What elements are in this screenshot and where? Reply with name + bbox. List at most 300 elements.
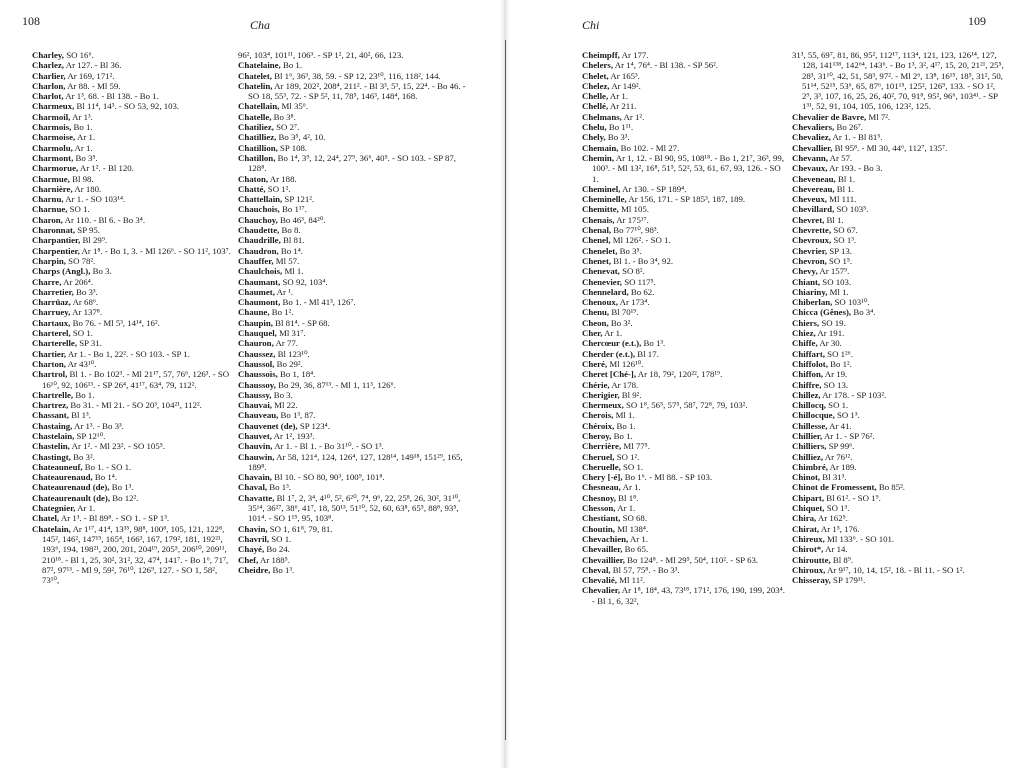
entry-headword: Chaval,	[238, 482, 268, 493]
index-entry	[238, 472, 470, 482]
running-head-left: Cha	[250, 18, 271, 32]
index-entry	[582, 338, 788, 348]
entry-references: SO 1.	[67, 204, 90, 215]
index-entry	[582, 452, 788, 462]
index-entry	[792, 235, 1006, 245]
index-entry	[238, 482, 470, 492]
index-entry	[32, 513, 232, 523]
index-entry	[238, 225, 470, 235]
entry-references: Ar 1, 12. - Bl 90, 95, 108¹⁸. - Bo 1, 21⁷, 36³, 99, 100³. - Ml 13², 16⁸, 51⁵, 52², 53, 61, 67, 93, 126. - SO 1.	[592, 152, 785, 184]
entry-references: SP 179¹¹.	[830, 575, 866, 586]
entry-references: Bo 85².	[876, 482, 905, 493]
entry-references: SO 1.	[70, 328, 93, 339]
entry-headword: Chatelaine,	[238, 60, 281, 71]
entry-headword: Chercœur (e.t.),	[582, 338, 642, 349]
entry-references: Bl 81.	[280, 235, 305, 246]
entry-headword: Chatellain,	[238, 101, 280, 112]
entry-references: Ar 191.	[815, 328, 845, 339]
index-entry	[582, 524, 788, 534]
index-entry	[582, 184, 788, 194]
index-entry	[792, 482, 1006, 492]
entry-headword: Chatel,	[32, 513, 60, 524]
entry-headword: Chesneau,	[582, 482, 621, 493]
entry-references: Bl 1.	[835, 173, 856, 184]
index-entry	[238, 318, 470, 328]
index-entry	[32, 60, 232, 70]
entry-headword: Chategnier,	[32, 503, 76, 514]
index-entry	[582, 565, 788, 575]
entry-references: Bo 3⁵, 4², 10.	[276, 132, 326, 143]
index-entry	[792, 575, 1006, 585]
entry-references: Bo 1².	[269, 307, 294, 318]
entry-headword: Charley,	[32, 50, 65, 60]
index-entry	[238, 215, 470, 225]
entry-references: Ml 57.	[273, 255, 300, 266]
entry-references: Ml 22.	[271, 400, 298, 411]
entry-references: Bl 17.	[635, 348, 659, 359]
entry-headword: Chaussois,	[238, 369, 278, 380]
index-entry	[792, 400, 1006, 410]
entry-references: Bl 1³.	[68, 410, 91, 421]
entry-headword: Chayé,	[238, 544, 265, 555]
index-entry	[32, 431, 232, 441]
entry-references: Ml 1.	[613, 410, 635, 421]
entry-references: SO 1.	[825, 400, 849, 411]
entry-headword: Choutin,	[582, 523, 616, 534]
entry-headword: Chevann,	[792, 152, 828, 163]
index-entry	[582, 81, 788, 91]
entry-headword: Chastelin,	[32, 441, 70, 452]
entry-headword: Chenevat,	[582, 266, 620, 277]
entry-headword: Chiberlan,	[792, 297, 833, 308]
index-entry	[32, 493, 232, 503]
index-entry	[238, 400, 470, 410]
index-entry	[582, 359, 788, 369]
index-entry	[792, 462, 1006, 472]
index-entry	[582, 287, 788, 297]
entry-references: Ar 156, 171. - SP 185³, 187, 189.	[626, 194, 746, 205]
entry-headword: Chartier,	[32, 348, 67, 359]
index-entry	[582, 318, 788, 328]
entry-headword: Chavain,	[238, 472, 272, 483]
index-entry	[238, 101, 470, 111]
entry-references: Bl 9².	[619, 389, 642, 400]
index-entry	[32, 503, 232, 513]
entry-references: Bl 81⁴. - SP 68.	[272, 317, 330, 328]
entry-headword: Chatelet,	[238, 70, 272, 81]
index-entry	[32, 410, 232, 420]
index-entry	[792, 163, 1006, 173]
entry-references: SP 123⁴.	[297, 420, 330, 431]
entry-references: Ar 1. - Bl 81⁵.	[830, 132, 883, 143]
entry-references: Ar 1. - Bl 1. - Bo 31¹⁰. - SO 1³.	[272, 441, 384, 452]
index-entry	[582, 462, 788, 472]
entry-references: Ar 1.	[75, 132, 96, 143]
entry-references: Bo 76. - Ml 5³, 14¹⁴, 16².	[70, 317, 160, 328]
index-entry	[32, 50, 232, 60]
entry-headword: Charrüaz,	[32, 297, 71, 308]
index-entry	[582, 204, 788, 214]
right-page	[510, 0, 1016, 768]
entry-references: 96², 103⁴, 101¹¹, 106³. - SP 1², 21, 40², 66, 123.	[238, 50, 404, 60]
entry-headword: Cherrière,	[582, 441, 622, 452]
entry-references: Ar 177.	[619, 50, 649, 60]
index-entry	[792, 441, 1006, 451]
entry-headword: Chery [-é],	[582, 472, 623, 483]
entry-headword: Chauveau,	[238, 410, 279, 421]
entry-headword: Chassant,	[32, 410, 69, 421]
entry-references: Ar 165³.	[608, 70, 640, 81]
index-entry	[238, 246, 470, 256]
entry-references: Bl 98.	[69, 173, 94, 184]
entry-headword: Chemin,	[582, 152, 615, 163]
index-entry	[238, 565, 470, 575]
entry-headword: Chenu,	[582, 307, 610, 318]
index-entry	[238, 60, 470, 70]
index-entry	[582, 50, 788, 60]
entry-references: Ar 30.	[817, 338, 842, 349]
entry-references: Bo 1. - Ml 41³, 126⁷.	[280, 297, 356, 308]
entry-headword: Chéroix,	[582, 420, 615, 431]
entry-headword: Chillocq,	[792, 400, 826, 411]
index-entry	[582, 101, 788, 111]
index-entry	[32, 163, 232, 173]
index-entry	[238, 493, 470, 524]
index-entry	[32, 266, 232, 276]
index-entry	[582, 400, 788, 410]
index-entry	[582, 369, 788, 379]
entry-references: Bl 31³.	[820, 472, 847, 483]
entry-headword: Chinot de Fromessent,	[792, 482, 877, 493]
entry-headword: Chaumant,	[238, 276, 281, 287]
entry-headword: Chateaurenaud,	[32, 472, 93, 483]
entry-references: Ar 1. - SO 103¹⁴.	[63, 194, 126, 205]
entry-references: Bo 3³.	[605, 132, 630, 143]
entry-headword: Chattellain,	[238, 194, 283, 205]
entry-references: Bo 1³.	[641, 338, 666, 349]
index-entry	[32, 112, 232, 122]
entry-references: Ar 18, 79², 120²², 178¹⁹.	[636, 369, 723, 380]
entry-headword: Charretier,	[32, 286, 74, 297]
entry-headword: Cheminel,	[582, 183, 621, 194]
entry-references: Ar 1².	[621, 111, 645, 122]
entry-headword: Chiquet,	[792, 503, 825, 514]
entry-headword: Charpentier,	[32, 245, 80, 256]
entry-headword: Chauvin,	[238, 441, 273, 452]
index-entry	[32, 307, 232, 317]
entry-references: SP 121².	[282, 194, 315, 205]
index-entry	[792, 194, 1006, 204]
entry-references: Bl 1⁷, 2, 3⁴, 4¹⁰, 5², 6²⁰, 7⁴, 9⁶, 22, 25⁸, 26, 30², 31¹⁰, 35¹⁴, 36²⁷, 38⁶, 41⁷, 18, 50¹³, 51¹⁰, 52, 60, 63⁸, 65⁵, 88⁸, 93⁵, 101⁴. - SO 1¹⁵, 95, 103⁸.	[248, 492, 461, 524]
entry-headword: Chevachien,	[582, 533, 629, 544]
index-entry	[792, 204, 1006, 214]
entry-headword: Chellé,	[582, 101, 609, 112]
index-entry	[32, 390, 232, 400]
entry-references: SO 19.	[819, 317, 846, 328]
entry-references: SO 1².	[614, 451, 640, 462]
index-entry	[582, 297, 788, 307]
index-entry	[792, 565, 1006, 575]
entry-headword: Charmont,	[32, 152, 74, 163]
entry-references: Ml 7².	[866, 111, 891, 122]
entry-headword: Chiffre,	[792, 379, 822, 390]
index-entry	[32, 132, 232, 142]
entry-headword: Chavatte,	[238, 492, 275, 503]
index-entry	[238, 431, 470, 441]
entry-headword: Chely,	[582, 132, 606, 143]
entry-references: SO 103¹⁰.	[832, 297, 870, 308]
entry-references: Ar 1.	[602, 328, 623, 339]
index-entry	[238, 112, 470, 122]
entry-references: Ml 35⁶.	[279, 101, 309, 112]
entry-headword: Chevret,	[792, 214, 825, 225]
index-entry	[792, 143, 1006, 153]
entry-references: SO 1².	[265, 183, 291, 194]
entry-headword: Chevroux,	[792, 235, 832, 246]
entry-references: Bo 1³.	[109, 482, 134, 493]
entry-headword: Chiez,	[792, 328, 816, 339]
entry-headword: Chillocque,	[792, 410, 835, 421]
index-entry	[792, 452, 1006, 462]
entry-headword: Chilliez,	[792, 451, 824, 462]
index-entry	[792, 513, 1006, 523]
entry-references: Ar 1.	[75, 503, 96, 514]
index-entry	[792, 544, 1006, 554]
entry-references: Ml 111.	[826, 194, 857, 205]
index-entry	[582, 256, 788, 266]
entry-headword: Cheroy,	[582, 430, 612, 441]
entry-references: Ar 173⁴.	[617, 297, 650, 308]
entry-references: Bo 3.	[90, 266, 112, 277]
index-entry	[32, 225, 232, 235]
entry-references: Ar 157⁹.	[817, 266, 850, 277]
entry-headword: Chelet,	[582, 70, 609, 81]
index-entry	[32, 318, 232, 328]
entry-headword: Chevailler,	[582, 544, 623, 555]
entry-references: Bo 46³, 84²⁰.	[277, 214, 326, 225]
entry-headword: Chenal,	[582, 225, 612, 236]
entry-headword: Charterel,	[32, 328, 71, 339]
entry-headword: Chenet,	[582, 255, 612, 266]
index-entry	[32, 143, 232, 153]
entry-references: Ar 211.	[608, 101, 637, 112]
entry-headword: Charmoil,	[32, 111, 71, 122]
entry-references: SP 31.	[77, 338, 102, 349]
entry-references: SO 8².	[619, 266, 645, 277]
entry-headword: Chaune,	[238, 307, 270, 318]
running-head-right: Chi	[582, 18, 600, 32]
entry-references: Ar 1. - Bo 1, 22². - SO 103. - SP 1.	[66, 348, 190, 359]
index-entry	[792, 369, 1006, 379]
index-entry	[32, 369, 232, 390]
entry-headword: Chartrol,	[32, 369, 68, 380]
entry-headword: Charlot,	[32, 91, 64, 102]
entry-references: SP 99⁶.	[826, 441, 855, 452]
index-entry	[32, 174, 232, 184]
index-entry	[238, 287, 470, 297]
index-entry	[582, 421, 788, 431]
entry-references: Bl 57, 75⁸. - Bo 3³.	[610, 564, 680, 575]
entry-references: Ar 178.	[609, 379, 639, 390]
index-entry	[238, 184, 470, 194]
entry-headword: Chevillard,	[792, 204, 835, 215]
entry-headword: Chillier,	[792, 430, 823, 441]
entry-headword: Chiffe,	[792, 338, 818, 349]
entry-headword: Chaussez,	[238, 348, 276, 359]
index-entry	[238, 534, 470, 544]
index-entry	[32, 101, 232, 111]
index-entry	[238, 390, 470, 400]
index-entry	[32, 235, 232, 245]
index-entry	[238, 143, 470, 153]
entry-references: SP 13.	[827, 245, 852, 256]
entry-headword: Chilliers,	[792, 441, 827, 452]
index-entry	[238, 71, 470, 81]
entry-headword: Chateauneuf,	[32, 461, 83, 472]
entry-references: Ar 1⁴, 76⁴. - Bl 138. - SP 56².	[613, 60, 719, 71]
index-entry	[792, 390, 1006, 400]
left-column-1	[32, 50, 232, 585]
entry-references: Bo 3⁸.	[271, 111, 296, 122]
entry-references: Ar 77.	[273, 338, 298, 349]
entry-references: Ar 1. - SP 76².	[822, 430, 875, 441]
index-entry	[792, 338, 1006, 348]
entry-references: Bl 61². - SO 1⁹.	[824, 492, 881, 503]
index-entry	[582, 266, 788, 276]
index-entry	[32, 246, 232, 256]
index-entry	[32, 215, 232, 225]
index-entry	[238, 524, 470, 534]
entry-references: Bl 1.	[834, 183, 854, 194]
entry-references: Bo 1³, 87.	[278, 410, 316, 421]
index-entry	[32, 204, 232, 214]
entry-headword: Chennelard,	[582, 286, 629, 297]
index-entry	[582, 328, 788, 338]
entry-references: Ar 180.	[72, 183, 102, 194]
entry-headword: Charnière,	[32, 183, 73, 194]
index-entry	[32, 328, 232, 338]
entry-references: Ar 1³. - Bl 89⁸. - SO 1. - SP 1³.	[59, 513, 170, 524]
entry-headword: Chiffon,	[792, 369, 824, 380]
entry-headword: Chermeux,	[582, 400, 624, 411]
index-entry	[582, 544, 788, 554]
entry-headword: Chatilliez,	[238, 132, 277, 143]
entry-references: Ar 149².	[609, 80, 641, 91]
entry-headword: Charton,	[32, 358, 66, 369]
index-entry	[32, 122, 232, 132]
index-entry	[32, 277, 232, 287]
entry-headword: Chelers,	[582, 60, 614, 71]
entry-headword: Charnu,	[32, 194, 64, 205]
entry-references: Bo 65.	[622, 544, 649, 555]
entry-references: Ml 1.	[282, 266, 304, 277]
index-entry	[792, 174, 1006, 184]
index-entry	[582, 132, 788, 142]
entry-headword: Chaumont,	[238, 297, 281, 308]
entry-references: Ar 14.	[823, 544, 848, 555]
index-entry	[792, 318, 1006, 328]
index-entry	[238, 410, 470, 420]
right-column-2	[792, 50, 1006, 585]
index-entry	[792, 349, 1006, 359]
entry-references: Ar 175¹⁷.	[614, 214, 649, 225]
entry-references: Bo 3.	[271, 389, 293, 400]
entry-references: Bo 77¹⁰, 98³.	[611, 225, 659, 236]
index-entry	[238, 369, 470, 379]
entry-headword: Cherder (e.t.),	[582, 348, 636, 359]
entry-references: Ar 1³.	[70, 111, 93, 122]
entry-references: SP 12¹⁰.	[74, 430, 106, 441]
entry-references: SO 1.	[620, 461, 644, 472]
index-entry	[792, 328, 1006, 338]
entry-headword: Chenais,	[582, 214, 615, 225]
entry-headword: Chastelain,	[32, 430, 75, 441]
entry-headword: Chef,	[238, 554, 259, 565]
index-entry	[582, 472, 788, 482]
index-entry	[792, 421, 1006, 431]
entry-references: SO 1²⁶.	[824, 348, 853, 359]
entry-references: Bo 102. - Ml 27.	[618, 142, 680, 153]
index-entry	[32, 184, 232, 194]
entry-headword: Chillesse,	[792, 420, 828, 431]
index-entry	[582, 493, 788, 503]
entry-references: Ar 19.	[823, 369, 848, 380]
index-entry	[792, 256, 1006, 266]
index-entry	[238, 544, 470, 554]
entry-references: Bo 12².	[110, 492, 139, 503]
entry-headword: Chipart,	[792, 492, 825, 503]
entry-references: Ar 1⁸. - Bo 1, 3. - Ml 126⁶. - SO 11², 103⁷.	[79, 245, 231, 256]
index-entry	[582, 71, 788, 81]
entry-headword: Chauvenet (de),	[238, 420, 298, 431]
entry-headword: Charonnat,	[32, 225, 76, 236]
entry-headword: Chevalier de Bavre,	[792, 111, 867, 122]
entry-references: Ar 188⁵.	[258, 554, 290, 565]
entry-references: SO 1³.	[834, 410, 860, 421]
entry-headword: Chatté,	[238, 183, 266, 194]
entry-references: SO 16⁶.	[64, 50, 94, 60]
entry-references: Bo 1.	[614, 420, 636, 431]
index-entry	[32, 71, 232, 81]
entry-references: Ar 162⁵.	[816, 513, 848, 524]
entry-headword: Chastingt,	[32, 451, 71, 462]
entry-references: Bo 3⁵.	[617, 245, 642, 256]
entry-headword: Chinot,	[792, 472, 821, 483]
entry-headword: Charterelle,	[32, 338, 78, 349]
index-entry	[582, 153, 788, 184]
entry-headword: Cheret [Ché-],	[582, 369, 637, 380]
entry-references: Bo 1.	[71, 122, 93, 133]
entry-headword: Chatelain,	[32, 523, 71, 534]
index-entry	[582, 91, 788, 101]
entry-headword: Chateaurenault (de),	[32, 492, 111, 503]
entry-references: Ar 127. - Bl 36.	[64, 60, 122, 71]
entry-headword: Chesson,	[582, 503, 616, 514]
entry-references: Bo 3³.	[73, 286, 98, 297]
entry-references: Ar 206⁴.	[61, 276, 94, 287]
index-entry	[32, 441, 232, 451]
entry-references: Ar 1¹⁷, 41⁴, 13³⁵, 98⁸, 100⁸, 105, 121, 122⁸, 145², 146², 147¹⁹, 165⁴, 166³, 167, 179², 181, 192²¹, 193⁶, 194, 198²¹, 200, 201, 204¹⁹, 205⁵, 206¹⁰, 209¹¹, 210¹⁸. - Bl 1, 25, 30², 31², 32, 47⁴, 141⁷. - Bo 1⁶, 71⁷, 87², 97¹³. - Ml 9, 59², 76¹⁰, 126⁹, 127. - SO 1, 58², 73¹⁰,	[42, 523, 229, 586]
index-entry	[32, 256, 232, 266]
entry-headword: Chevrette,	[792, 225, 832, 236]
index-entry	[32, 472, 232, 482]
entry-references: Bo 1.	[73, 389, 95, 400]
entry-headword: Charlez,	[32, 60, 65, 71]
entry-references: Ml 126². - SO 1.	[610, 235, 671, 246]
entry-headword: Chiariny,	[792, 286, 828, 297]
index-entry	[582, 246, 788, 256]
index-entry	[238, 338, 470, 348]
